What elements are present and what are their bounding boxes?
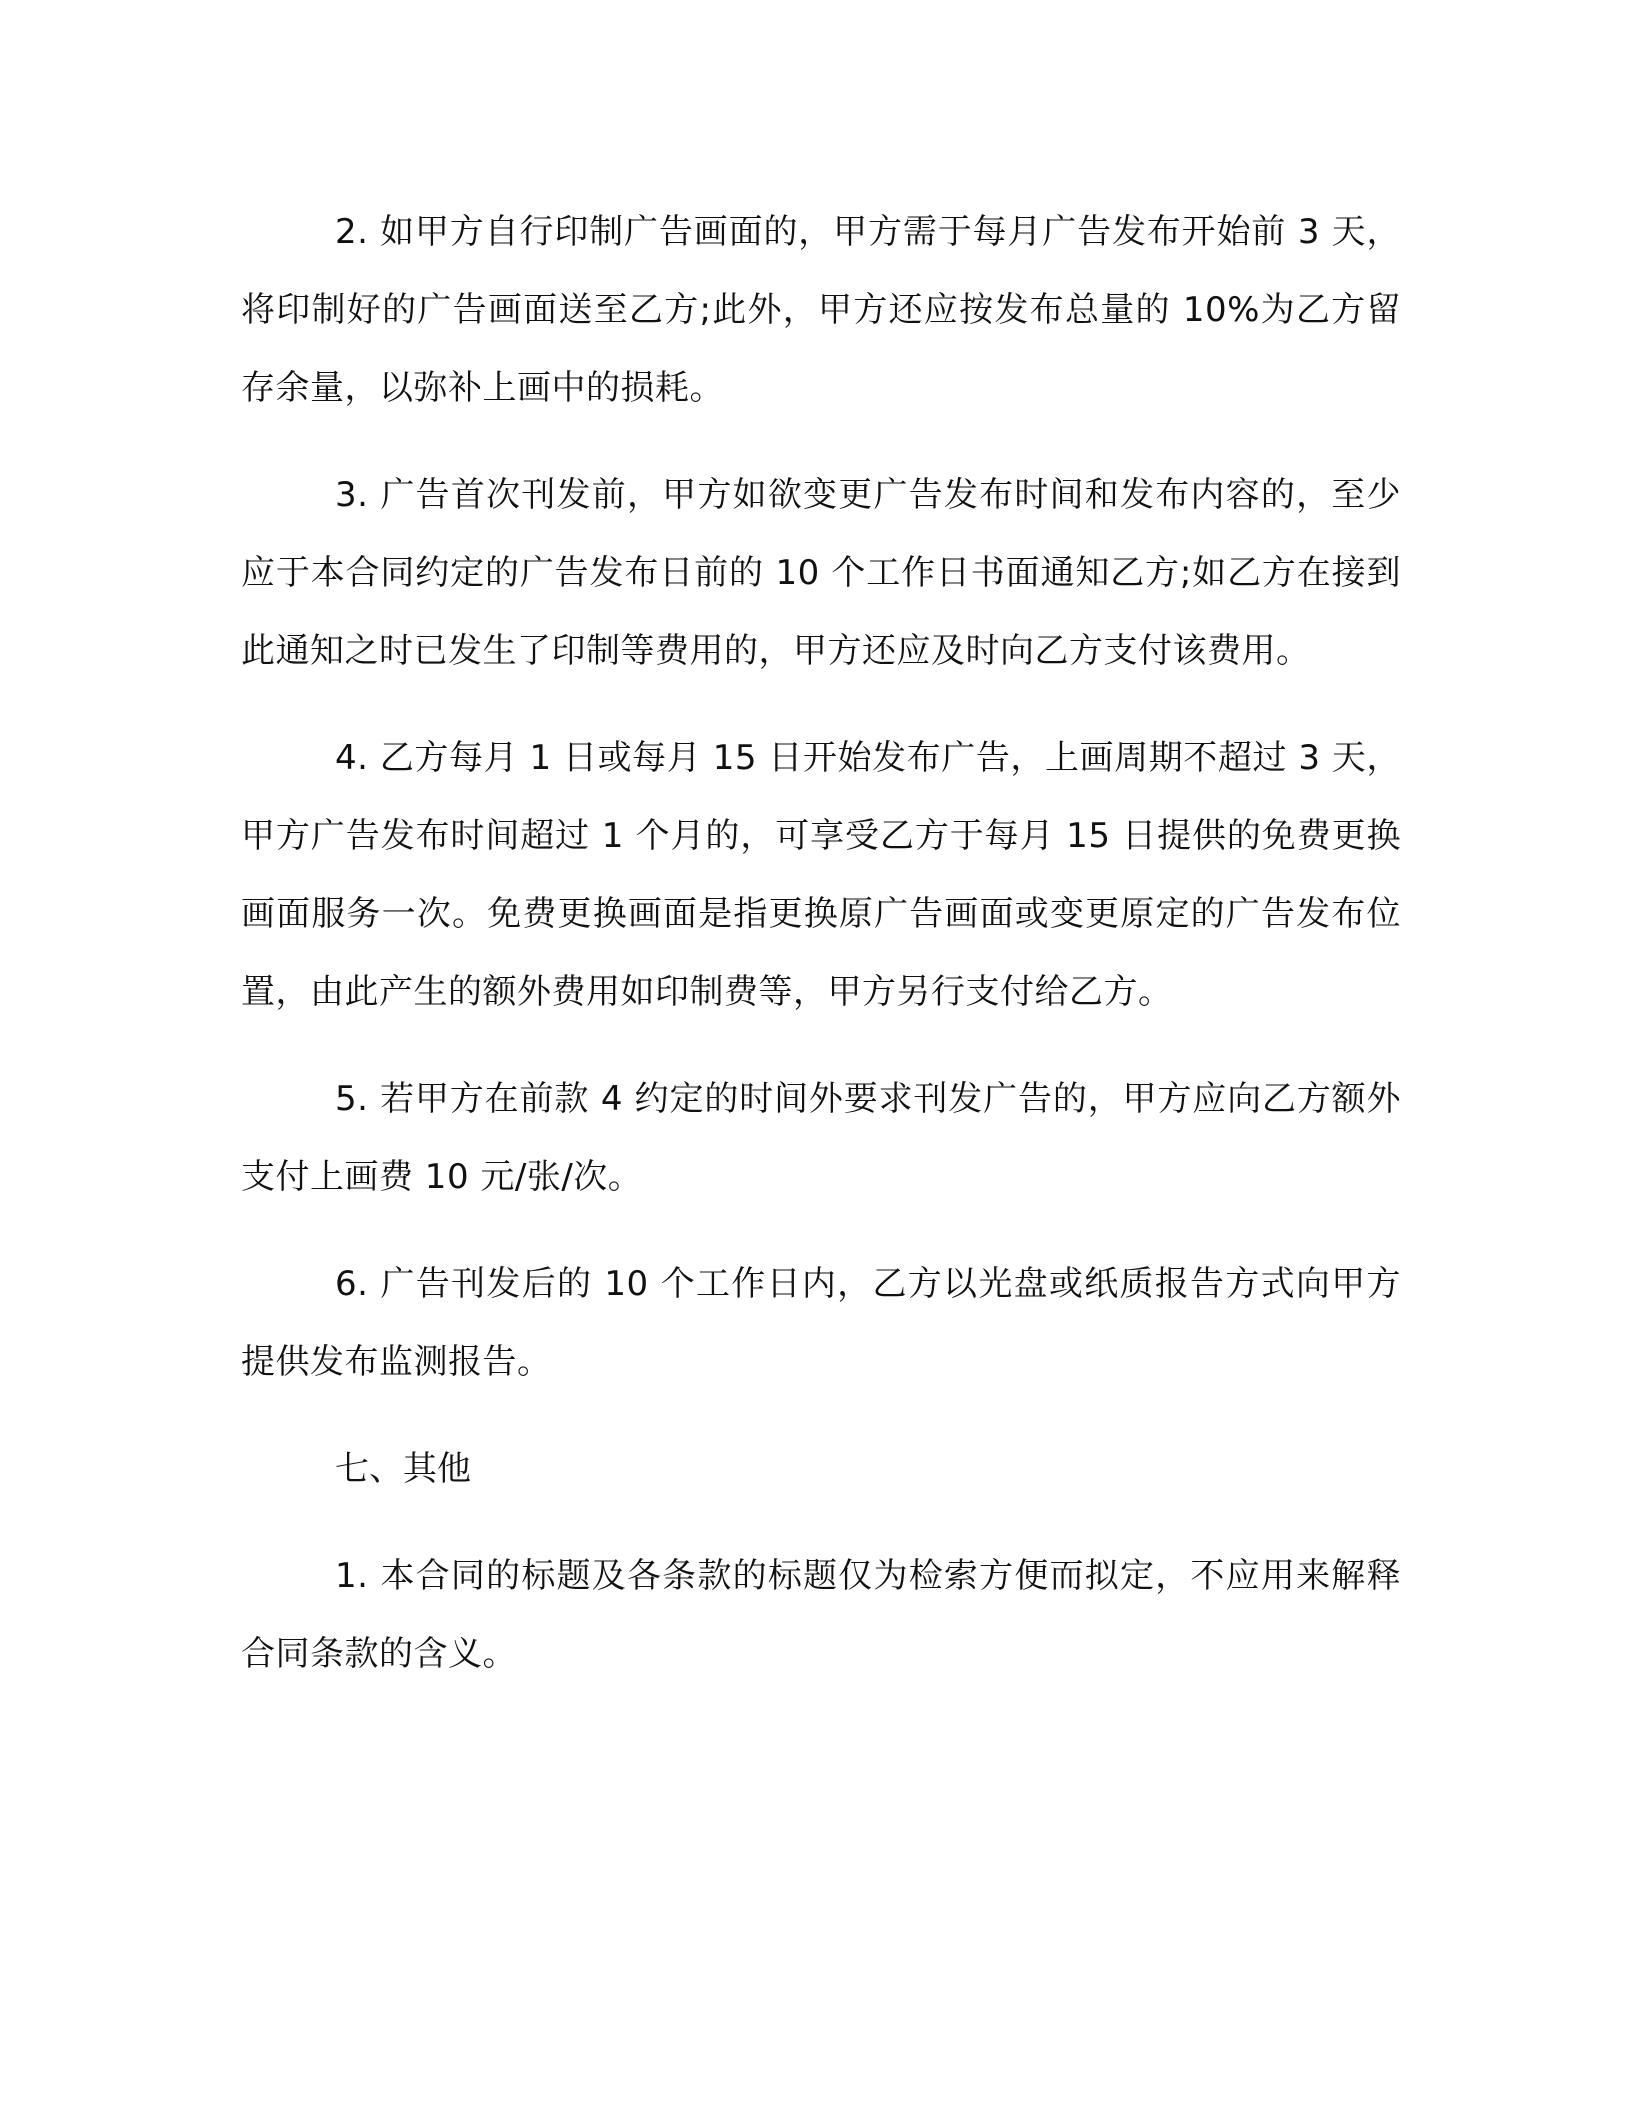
clause-4-paragraph: 4. 乙方每月 1 日或每月 15 日开始发布广告，上画周期不超过 3 天，甲方广告发布时间超过 1 个月的，可享受乙方于每月 15 日提供的免费更换画面服务一次。免费更换画面是指更换原广告画面或变更原定的广告发布位置，由此产生的额外费用如印制费等，甲方另行支付给乙方。 <box>241 738 1401 1012</box>
clause-6-paragraph: 6. 广告刊发后的 10 个工作日内，乙方以光盘或纸质报告方式向甲方提供发布监测报告。 <box>241 1264 1401 1382</box>
clause-2-paragraph: 2. 如甲方自行印制广告画面的，甲方需于每月广告发布开始前 3 天，将印制好的广告画面送至乙方;此外，甲方还应按发布总量的 10%为乙方留存余量，以弥补上画中的损耗。 <box>241 212 1401 408</box>
clause-5-paragraph: 5. 若甲方在前款 4 约定的时间外要求刊发广告的，甲方应向乙方额外支付上画费 10 元/张/次。 <box>241 1079 1401 1197</box>
document-body <box>241 193 1401 1722</box>
section-heading-other: 七、其他 <box>335 1449 471 1489</box>
clause-3-paragraph: 3. 广告首次刊发前，甲方如欲变更广告发布时间和发布内容的，至少应于本合同约定的广告发布日前的 10 个工作日书面通知乙方;如乙方在接到此通知之时已发生了印制等费用的，甲方还应及时向乙方支付该费用。 <box>241 475 1401 671</box>
section-clause-1-paragraph: 1. 本合同的标题及各条款的标题仅为检索方便而拟定，不应用来解释合同条款的含义。 <box>241 1556 1401 1674</box>
